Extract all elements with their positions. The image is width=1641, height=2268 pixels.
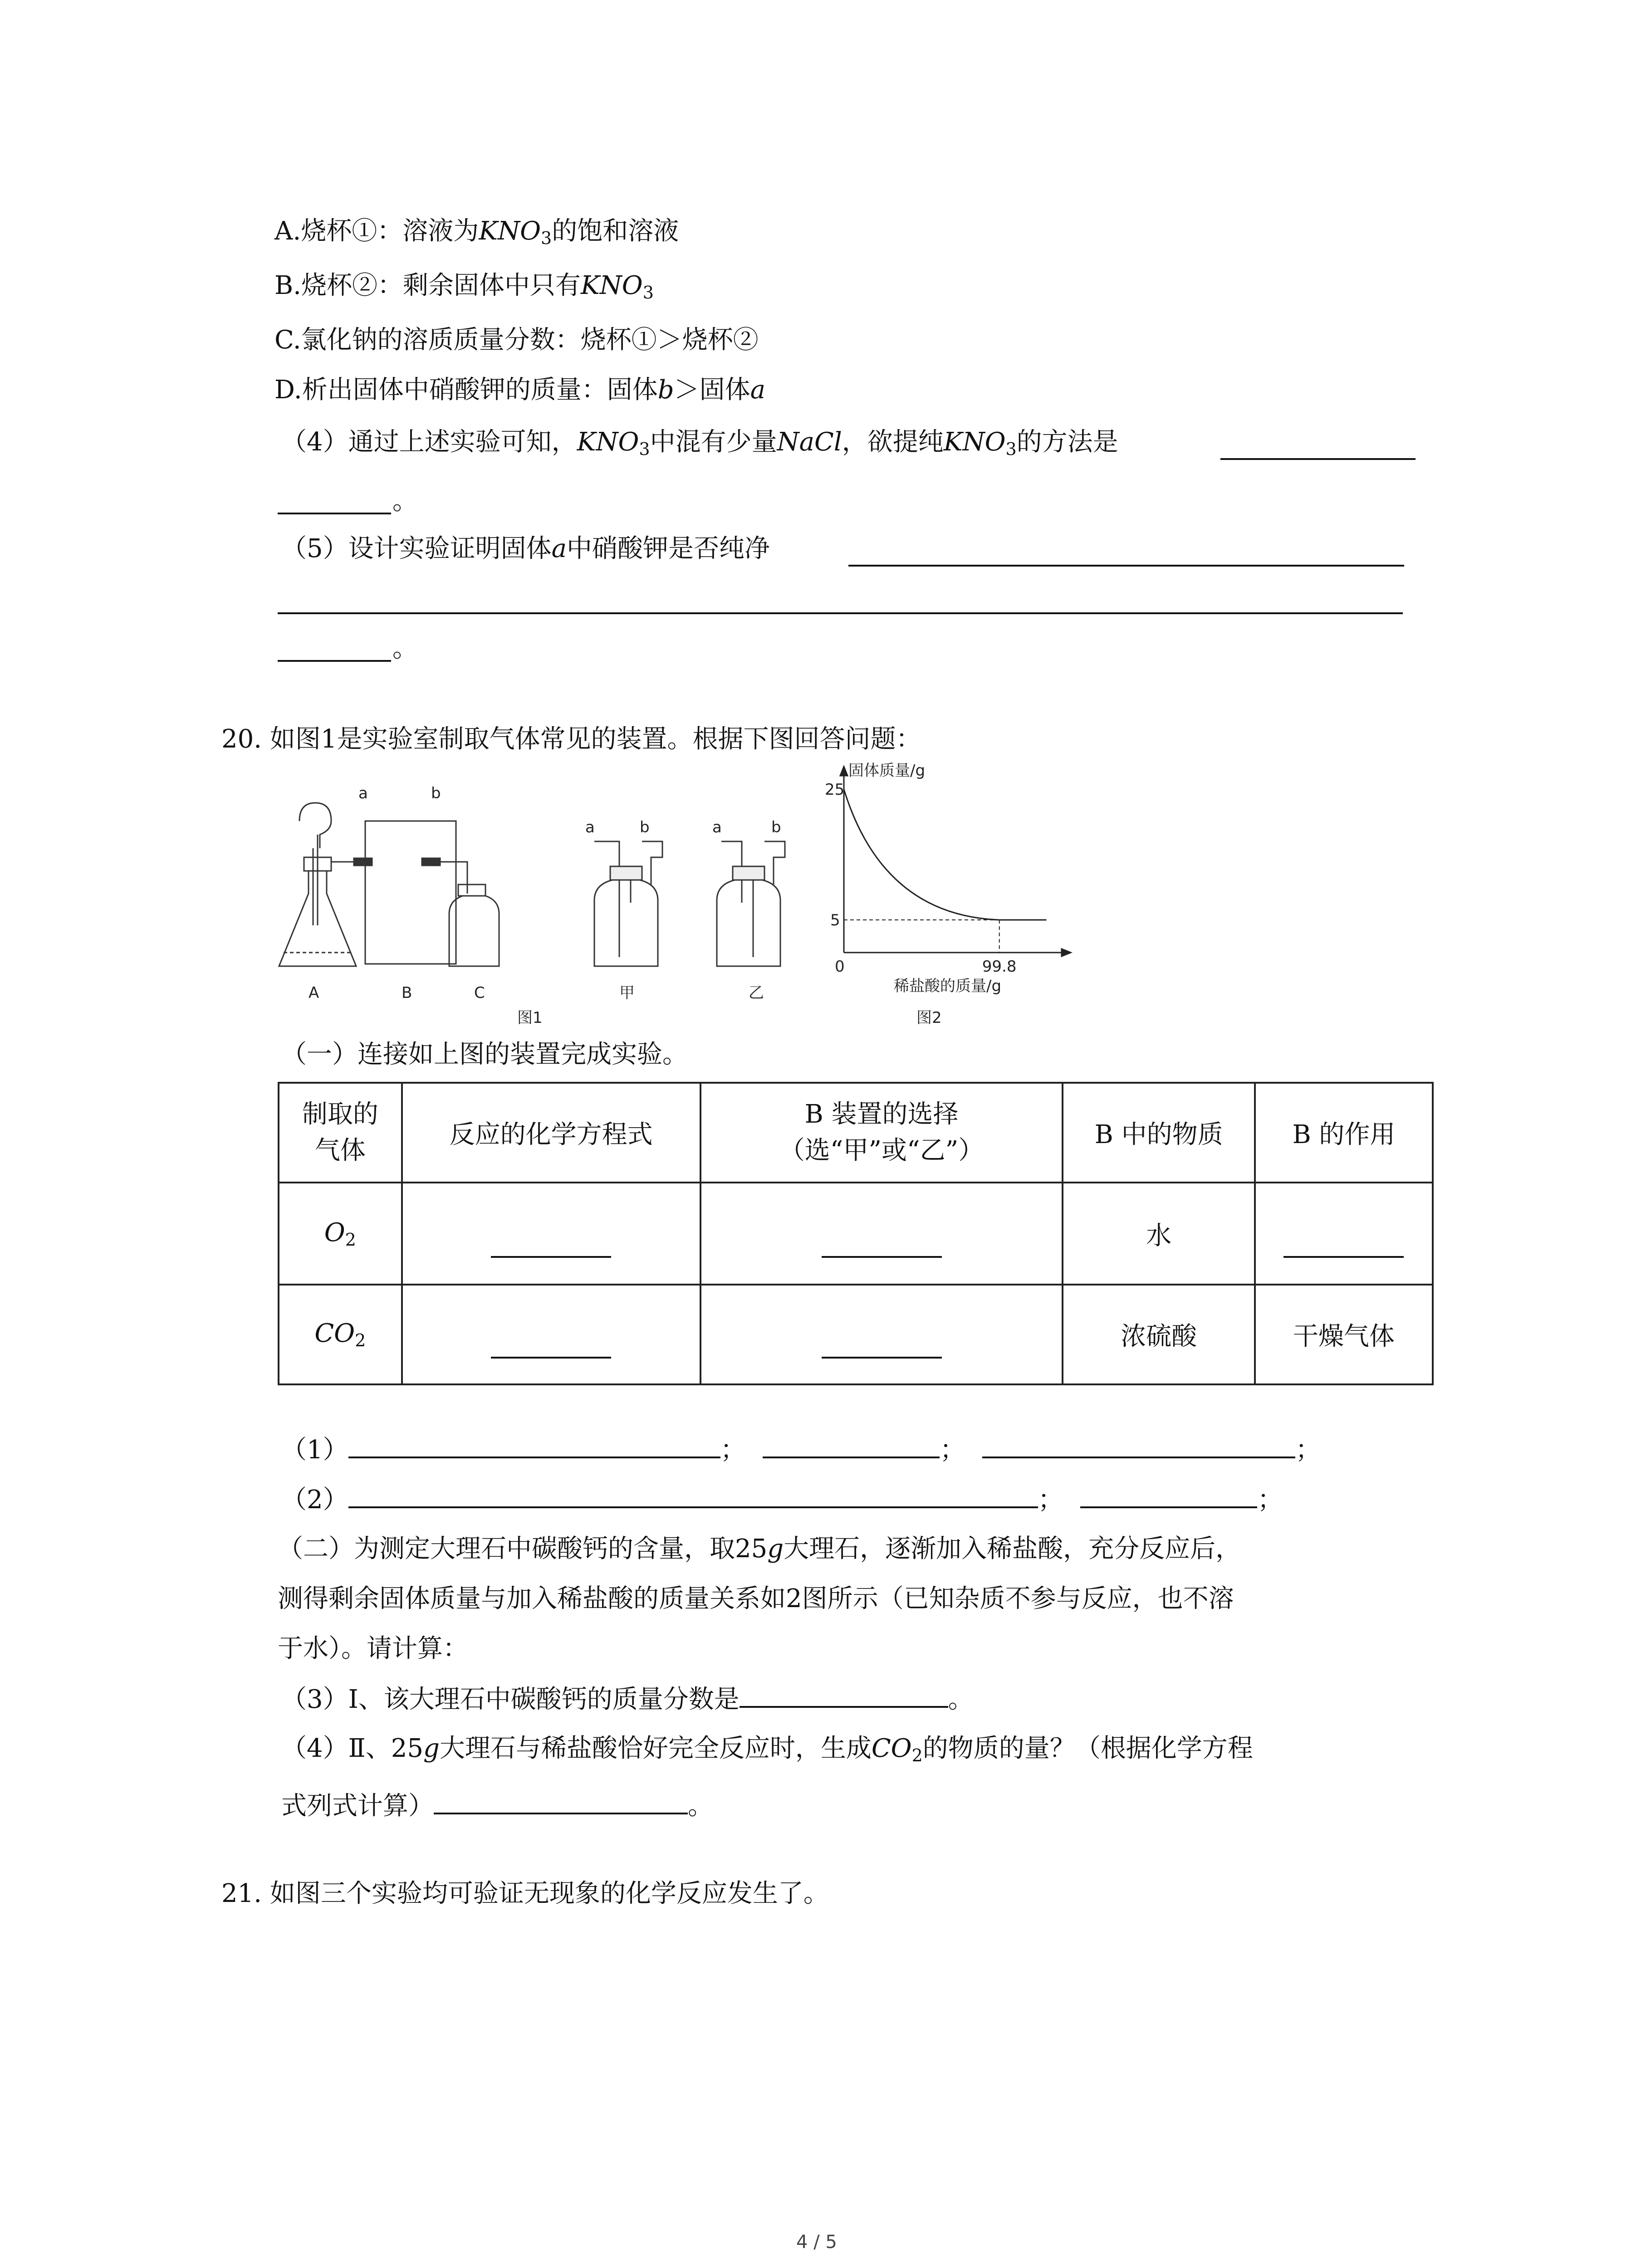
origin-label: 0 [835, 958, 845, 976]
equation-cell [402, 1183, 700, 1285]
answer-blank[interactable] [848, 565, 1404, 567]
table-row [279, 1183, 1433, 1285]
part2-line-3: 于水）。请计算： [278, 1634, 468, 1663]
part1-title: （一）连接如上图的装置完成实验。 [281, 1040, 688, 1069]
q19-part5: （5）设计实验证明固体a中硝酸钾是否纯净 [281, 534, 770, 563]
label-B: B [402, 984, 412, 1002]
answer-blank[interactable] [278, 660, 391, 662]
header-gas: 制取的 气体 [279, 1083, 402, 1183]
figure-2-caption: 图2 [916, 1009, 942, 1027]
label-b: b [771, 818, 781, 836]
b-choice-cell [700, 1183, 1063, 1285]
header-equation: 反应的化学方程式 [402, 1083, 700, 1183]
option-d: D.析出固体中硝酸钾的质量：固体b＞固体a [274, 375, 765, 405]
answer-line-1: （1） ； ； ； [281, 1431, 1321, 1468]
page-number: 4 / 5 [796, 2232, 837, 2253]
q19-part4: （4）通过上述实验可知，$KNO_3$中混有少量NaCl，欲提纯$KNO_3$的方法是 [281, 427, 1118, 459]
answer-blank[interactable] [822, 1331, 942, 1359]
y-axis-label: 固体质量/g [848, 762, 926, 780]
x-axis-label: 稀盐酸的质量/g [894, 977, 1002, 995]
answer-blank[interactable] [434, 1787, 688, 1814]
answer-blank[interactable] [982, 1431, 1295, 1458]
gas-cell: $O_2$ [279, 1183, 402, 1285]
answer-blank[interactable] [1283, 1231, 1404, 1258]
q19-part4-end: 。 [392, 486, 418, 516]
label-a: a [358, 784, 368, 802]
answer-blank[interactable] [278, 513, 391, 514]
table-row [279, 1285, 1433, 1384]
figure-1-apparatus [272, 776, 839, 1030]
answer-blank[interactable] [278, 612, 1403, 614]
answer-blank[interactable] [740, 1681, 948, 1708]
answer-blank[interactable] [491, 1231, 611, 1258]
q20-stem: 20. 如图1是实验室制取气体常见的装置。根据下图回答问题： [221, 724, 921, 754]
y-tick-5: 5 [830, 911, 840, 929]
b-choice-cell [700, 1285, 1063, 1384]
part2-line-1: （二）为测定大理石中碳酸钙的含量，取25g大理石，逐渐加入稀盐酸，充分反应后， [278, 1534, 1241, 1564]
chart-curve [844, 789, 999, 920]
answer-blank[interactable] [763, 1431, 940, 1458]
y-tick-25: 25 [825, 781, 845, 799]
q21-stem: 21. 如图三个实验均可验证无现象的化学反应发生了。 [221, 1879, 829, 1908]
label-jia: 甲 [619, 984, 635, 1002]
role-cell [1255, 1183, 1433, 1285]
label-b: b [640, 818, 650, 836]
label-A: A [309, 984, 319, 1002]
answer-blank[interactable] [348, 1481, 1038, 1508]
label-b: b [431, 784, 441, 802]
q20-part4-line-2: 式列式计算） 。 [281, 1787, 713, 1824]
answer-blank[interactable] [1080, 1481, 1257, 1508]
label-a: a [585, 818, 595, 836]
label-yi: 乙 [749, 984, 764, 1002]
experiment-table [278, 1082, 1434, 1385]
figure-2-chart [817, 762, 1098, 1034]
answer-blank[interactable] [491, 1331, 611, 1359]
header-b-substance: B 中的物质 [1063, 1083, 1254, 1183]
label-C: C [474, 984, 485, 1002]
answer-blank[interactable] [348, 1431, 720, 1458]
header-b-role: B 的作用 [1255, 1083, 1433, 1183]
y-axis-arrow [840, 767, 847, 776]
answer-line-2: （2） ； ； [281, 1481, 1283, 1518]
x-axis-arrow [1062, 949, 1071, 956]
option-b: B.烧杯②：剩余固体中只有$KNO_3$ [274, 271, 654, 303]
q20-part4-line-1: （4）Ⅱ、25g大理石与稀盐酸恰好完全反应时，生成$CO_2$的物质的量？（根据化学方程 [281, 1734, 1253, 1765]
header-b-choice: B 装置的选择 （选“甲”或“乙”） [700, 1083, 1063, 1183]
option-a: A.烧杯①：溶液为$KNO_3$的饱和溶液 [274, 216, 679, 248]
answer-blank[interactable] [1220, 458, 1416, 460]
equation-cell [402, 1285, 700, 1384]
q19-part5-end: 。 [392, 634, 418, 663]
substance-cell: 浓硫酸 [1063, 1285, 1254, 1384]
substance-cell: 水 [1063, 1183, 1254, 1285]
x-tick-99-8: 99.8 [982, 958, 1017, 976]
label-a: a [712, 818, 722, 836]
answer-blank[interactable] [822, 1231, 942, 1258]
gas-cell: $CO_2$ [279, 1285, 402, 1384]
role-cell: 干燥气体 [1255, 1285, 1433, 1384]
option-c: C.氯化钠的溶质质量分数：烧杯①＞烧杯② [274, 325, 759, 355]
part2-line-2: 测得剩余固体质量与加入稀盐酸的质量关系如2图所示（已知杂质不参与反应，也不溶 [278, 1584, 1234, 1613]
q20-part3: （3）Ⅰ、该大理石中碳酸钙的质量分数是 。 [281, 1681, 974, 1718]
figure-1-caption: 图1 [517, 1009, 543, 1027]
